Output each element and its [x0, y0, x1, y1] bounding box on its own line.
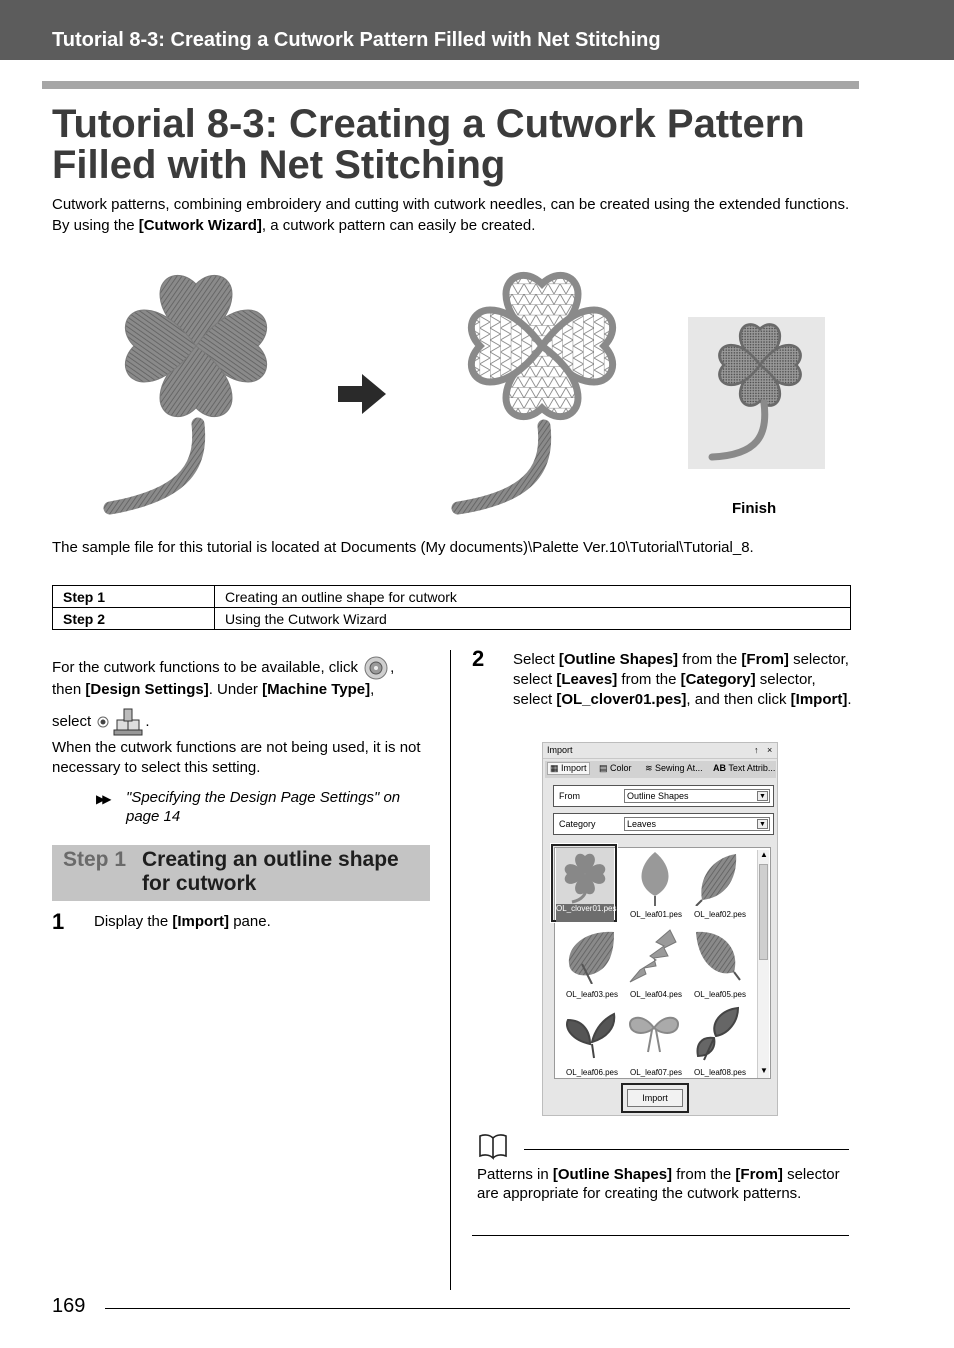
- item-caption: OL_leaf07.pes: [629, 1068, 683, 1077]
- text: ,: [390, 658, 395, 676]
- footer-rule: [105, 1308, 850, 1309]
- instruction-number-2: 2: [472, 646, 485, 671]
- text: then: [52, 681, 86, 698]
- intro-text-end: , a cutwork pattern can easily be created.: [261, 217, 536, 234]
- from-value: Outline Shapes: [627, 791, 689, 801]
- list-item-ol-leaf01[interactable]: [622, 848, 688, 926]
- reference-link[interactable]: "Specifying the Design Page Settings" on page 14: [126, 789, 401, 825]
- step1-heading: [52, 845, 430, 901]
- clover-embroidery-image: [100, 262, 280, 518]
- intro-bold: [Cutwork Wizard]: [138, 217, 262, 234]
- intro-paragraph: [52, 194, 862, 236]
- page-title-line1: Tutorial 8-3: Creating a Cutwork Pattern: [52, 102, 805, 146]
- note-bottom-rule: [472, 1235, 849, 1236]
- item-caption: OL_leaf01.pes: [629, 910, 683, 919]
- text: Patterns in: [477, 1166, 553, 1183]
- leaf-thumbnail: [690, 1006, 746, 1062]
- title-rule: [42, 81, 859, 89]
- scroll-up-icon[interactable]: ▲: [760, 850, 768, 859]
- cutwork-clover-image: [448, 262, 628, 518]
- list-item-ol-leaf08[interactable]: [686, 1006, 752, 1084]
- text: from the: [678, 651, 742, 668]
- text: , and then click: [686, 691, 791, 708]
- leaf-thumbnail: [562, 1006, 618, 1062]
- tab-label: Import: [561, 763, 587, 773]
- leaf-thumbnail: [626, 1006, 682, 1062]
- list-item-ol-leaf06[interactable]: [558, 1006, 624, 1084]
- text: from the: [672, 1166, 736, 1183]
- item-caption: OL_leaf04.pes: [629, 990, 683, 999]
- note-top-rule: [524, 1149, 849, 1150]
- item-caption: OL_leaf02.pes: [693, 910, 747, 919]
- bold-text: [Import]: [172, 913, 230, 930]
- page-title: [52, 104, 872, 186]
- leaf-thumbnail: [630, 850, 680, 906]
- header-bar: [0, 0, 954, 60]
- text: .: [145, 712, 150, 730]
- column-divider: [450, 650, 451, 1290]
- tab-label: Text Attrib...: [728, 763, 776, 773]
- text: .: [847, 691, 852, 708]
- bold-text: [OL_clover01.pes]: [556, 691, 687, 708]
- import-pane: [542, 742, 778, 1116]
- tab-import[interactable]: ▦ Import: [547, 762, 590, 775]
- text: pane.: [229, 913, 271, 930]
- text: ,: [370, 681, 375, 698]
- leaf-thumbnail: [626, 928, 682, 984]
- table-row: [53, 608, 851, 630]
- step1-number: Step 1: [63, 848, 127, 871]
- from-selector: [553, 785, 774, 807]
- list-scrollbar[interactable]: [757, 850, 769, 1078]
- header-title: Tutorial 8-3: Creating a Cutwork Pattern Filled with Net Stitching: [52, 29, 661, 51]
- tab-label: Color: [610, 763, 632, 773]
- category-value: Leaves: [627, 819, 657, 829]
- left-paragraph-1: [52, 655, 432, 681]
- text: selector, select: [513, 651, 849, 688]
- bold-text: [Leaves]: [556, 671, 618, 688]
- leaf-thumbnail: [562, 928, 618, 984]
- radio-selected-icon: [95, 714, 111, 730]
- double-arrow-icon: ▶▶: [96, 792, 109, 806]
- cutwork-machine-icon: [111, 706, 145, 738]
- arrow-right-icon: [338, 372, 388, 416]
- step-description: Using the Cutwork Wizard: [215, 608, 851, 630]
- leaf-thumbnail: [694, 850, 744, 906]
- item-caption: OL_clover01.pes: [556, 904, 614, 922]
- left-paragraph-3: [52, 706, 432, 738]
- bold-text: [Category]: [680, 671, 756, 688]
- sample-file-text: The sample file for this tutorial is located at Documents (My documents)\Palette Ver.10\Tutorial\Tutorial_8.: [52, 539, 754, 556]
- chevron-down-icon[interactable]: ▼: [757, 819, 768, 829]
- bold-text: [Machine Type]: [262, 681, 371, 698]
- text: . Under: [208, 681, 263, 698]
- pattern-list: [554, 847, 771, 1079]
- list-item-ol-leaf03[interactable]: [558, 928, 624, 1006]
- bold-text: [Outline Shapes]: [558, 651, 679, 668]
- import-button-frame: [621, 1083, 689, 1113]
- from-dropdown[interactable]: [624, 789, 770, 803]
- pin-icon[interactable]: ↑: [754, 745, 759, 755]
- bold-text: [Outline Shapes]: [552, 1166, 673, 1183]
- finished-photo: [688, 317, 825, 469]
- pane-tabs: [545, 761, 776, 778]
- bold-text: [From]: [735, 1166, 783, 1183]
- import-pane-title: Import: [547, 745, 573, 755]
- tab-label: Sewing At...: [655, 763, 703, 773]
- text: selector, select: [513, 671, 816, 708]
- list-item-ol-leaf02[interactable]: [686, 848, 752, 926]
- import-pane-titlebar: [543, 743, 777, 759]
- finish-label: Finish: [732, 500, 777, 517]
- tab-color[interactable]: ▤ Color: [599, 763, 632, 773]
- list-item-ol-leaf04[interactable]: [622, 928, 688, 1006]
- text: For the cutwork functions to be available, click: [52, 658, 363, 676]
- item-caption: OL_leaf08.pes: [693, 1068, 747, 1077]
- from-label: From: [559, 791, 580, 801]
- scroll-down-icon[interactable]: ▼: [760, 1066, 768, 1075]
- item-caption: OL_leaf03.pes: [565, 990, 619, 999]
- clover-thumbnail: [556, 848, 614, 904]
- tab-sewing-attributes[interactable]: ≋ Sewing At...: [645, 763, 703, 773]
- category-label: Category: [559, 819, 596, 829]
- instruction-1-text: [94, 912, 474, 932]
- table-row: [53, 586, 851, 608]
- bold-text: [Import]: [790, 691, 848, 708]
- note-text: [477, 1165, 847, 1203]
- text: from the: [617, 671, 681, 688]
- list-item-ol-leaf07[interactable]: [622, 1006, 688, 1084]
- bold-text: [From]: [741, 651, 789, 668]
- step-label: Step 1: [53, 586, 215, 608]
- intro-text: Cutwork patterns, combining embroidery and cutting with cutwork needles, can be created using the extended functions. By using the: [52, 196, 850, 234]
- book-icon: [477, 1132, 511, 1162]
- left-paragraph-4: When the cutwork functions are not being used, it is not necessary to select this setting.: [52, 739, 421, 776]
- close-icon[interactable]: ×: [767, 745, 773, 755]
- bold-text: [Design Settings]: [85, 681, 209, 698]
- instruction-2-text: [513, 650, 858, 710]
- settings-icon: [362, 655, 390, 681]
- page-title-line2: Filled with Net Stitching: [52, 143, 506, 187]
- list-item-ol-leaf05[interactable]: [686, 928, 752, 1006]
- tab-text-attributes[interactable]: AB Text Attrib...: [713, 763, 776, 773]
- left-paragraph-2: [52, 680, 432, 700]
- category-selector: [553, 813, 774, 835]
- text: Display the: [94, 913, 173, 930]
- leaf-thumbnail: [690, 928, 746, 984]
- step-label: Step 2: [53, 608, 215, 630]
- category-dropdown[interactable]: [624, 817, 770, 831]
- list-item-ol-clover01[interactable]: [551, 844, 617, 922]
- item-caption: OL_leaf06.pes: [565, 1068, 619, 1077]
- text: Select: [513, 651, 559, 668]
- page-number: 169: [52, 1295, 86, 1317]
- step-description: Creating an outline shape for cutwork: [215, 586, 851, 608]
- text: selector are appropriate for creating the cutwork patterns.: [477, 1166, 840, 1202]
- chevron-down-icon[interactable]: ▼: [757, 791, 768, 801]
- step1-title: Creating an outline shape for cutwork: [142, 848, 399, 895]
- instruction-number-1: 1: [52, 909, 65, 934]
- item-caption: OL_leaf05.pes: [693, 990, 747, 999]
- steps-table: [52, 585, 851, 630]
- text: select: [52, 712, 96, 730]
- scrollbar-thumb[interactable]: [759, 864, 768, 960]
- import-button[interactable]: Import: [627, 1089, 683, 1107]
